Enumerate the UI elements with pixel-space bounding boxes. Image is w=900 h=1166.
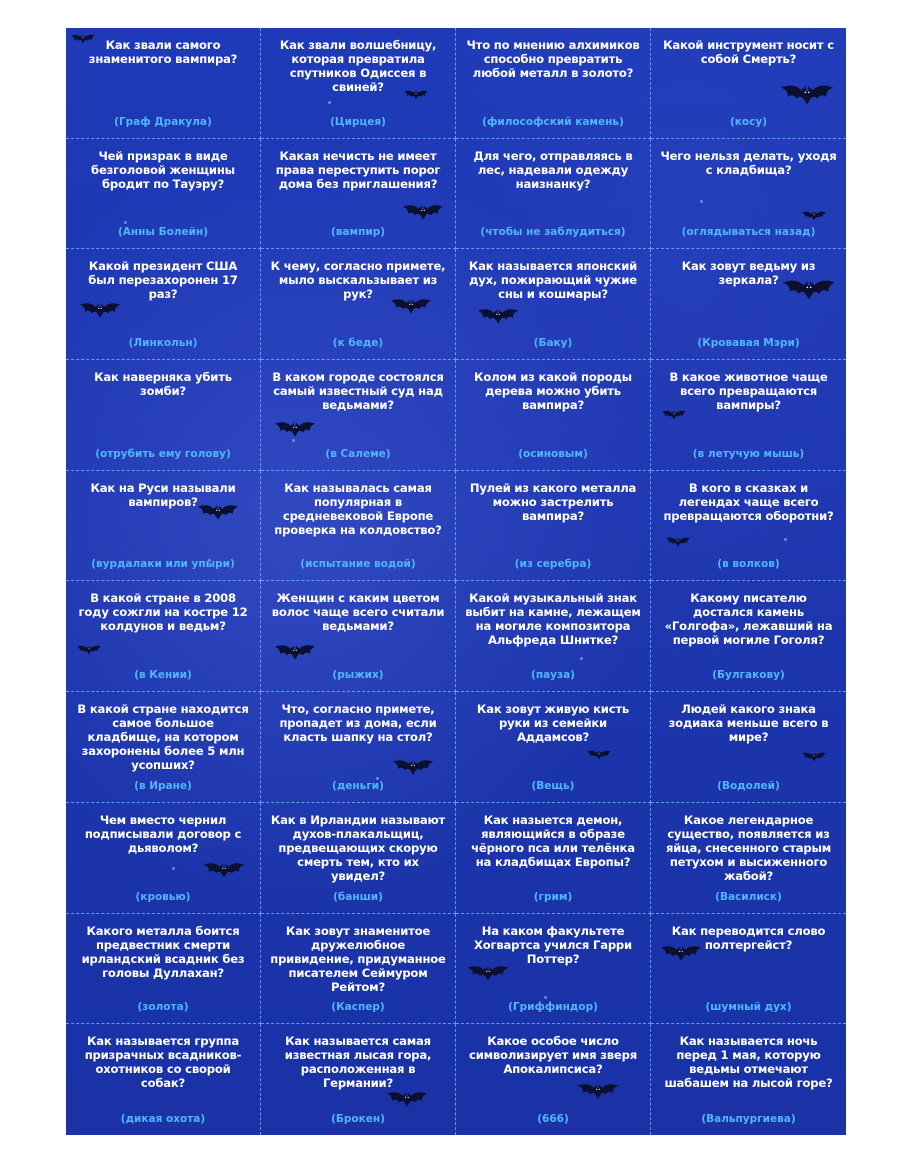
card-answer: (Гриффиндор) [508, 1001, 598, 1014]
quiz-card [66, 471, 261, 582]
card-answer: (Брокен) [331, 1112, 385, 1125]
quiz-card [456, 471, 651, 582]
bat-icon [665, 535, 691, 551]
card-question: Чем вместо чернил подписывали договор с дьяволом? [84, 812, 242, 855]
star-dot [700, 200, 703, 203]
quiz-card [651, 360, 846, 471]
quiz-card [651, 914, 846, 1025]
quiz-card [651, 581, 846, 692]
quiz-card [261, 28, 456, 139]
star-dot [124, 221, 127, 224]
card-question: Чей призрак в виде безголовой женщины бродит по Тауэру? [91, 148, 235, 191]
card-question: Как называется японский дух, пожирающий чужие сны и кошмары? [468, 259, 638, 302]
quiz-card [651, 139, 846, 250]
bat-icon [586, 748, 612, 764]
card-question: Как зовут знаменитое дружелюбное привидение, придуманное писателем Сеймуром Рейтом? [270, 923, 446, 994]
bat-icon [202, 859, 246, 885]
card-answer: (Линкольн) [128, 337, 198, 350]
card-answer: (в волков) [717, 558, 780, 571]
card-answer: (в Салеме) [325, 447, 391, 460]
card-answer: (косу) [729, 115, 767, 128]
quiz-card [261, 1024, 456, 1135]
card-answer: (чтобы не заблудиться) [480, 226, 626, 239]
card-question: В кого в сказках и легендах чаще всего превращаются оборотни? [663, 480, 834, 523]
card-answer: (в Кении) [134, 669, 192, 682]
quiz-card [651, 28, 846, 139]
card-question: Женщин с каким цветом волос чаще всего считали ведьмами? [271, 591, 445, 634]
quiz-card [261, 914, 456, 1025]
quiz-card [66, 139, 261, 250]
quiz-card [456, 803, 651, 914]
quiz-card [261, 471, 456, 582]
quiz-card [66, 249, 261, 360]
card-question: В каком городе состоялся самый известный суд над ведьмами? [272, 370, 444, 413]
card-answer: (вурдалаки или упыри) [91, 558, 235, 571]
star-dot [784, 538, 787, 541]
card-answer: (к беде) [332, 337, 384, 350]
card-answer: (Граф Дракула) [114, 115, 212, 128]
card-answer: (Булгакову) [712, 669, 785, 682]
quiz-card [456, 249, 651, 360]
card-question: Как звали самого знаменитого вампира? [88, 38, 238, 66]
bat-icon [78, 299, 122, 325]
card-question: Какое легендарное существо, появляется из яйца, снесенного старым петухом и высиженного жабой? [665, 812, 832, 883]
card-question: Людей какого знака зодиака меньше всего в мире? [668, 702, 829, 745]
card-question: Какое особое число символизирует имя зверя Апокалипсиса? [469, 1034, 637, 1077]
card-answer: (в летучую мышь) [692, 447, 805, 460]
card-answer: (отрубить ему голову) [95, 447, 231, 460]
quiz-card [261, 249, 456, 360]
card-question: Как назыется демон, являющийся в образе чёрного пса или телёнка на кладбищах Европы? [471, 812, 635, 869]
card-question: Как называлась самая популярная в средневековой Европе проверка на колдовство? [274, 480, 442, 537]
card-answer: (философский камень) [482, 115, 624, 128]
bat-icon [76, 643, 102, 659]
card-answer: (из серебра) [514, 558, 592, 571]
card-answer: (шумный дух) [705, 1001, 792, 1014]
quiz-card [651, 1024, 846, 1135]
bat-icon [779, 80, 835, 114]
card-question: В какое животное чаще всего превращаются вампиры? [669, 370, 828, 413]
bat-icon [801, 209, 827, 225]
quiz-card [456, 914, 651, 1025]
card-answer: (оглядываться назад) [681, 226, 816, 239]
card-question: Какой президент США был перезахоронен 17 раз? [88, 259, 238, 302]
card-question: Как на Руси называли вампиров? [90, 480, 236, 509]
quiz-card [456, 1024, 651, 1135]
card-answer: (рыжих) [332, 669, 384, 682]
quiz-card [261, 139, 456, 250]
quiz-card [261, 803, 456, 914]
card-answer: (банши) [333, 890, 383, 903]
card-answer: (Вещь) [531, 779, 575, 792]
quiz-card [456, 360, 651, 471]
card-question: Как называется самая известная лысая гора, расположенная в Германии? [284, 1034, 432, 1091]
card-answer: (вампир) [330, 226, 386, 239]
card-answer: (Кровавая Мэри) [697, 337, 800, 350]
bat-icon [273, 641, 317, 667]
quiz-card [66, 914, 261, 1025]
quiz-card [456, 28, 651, 139]
star-dot [544, 996, 547, 999]
quiz-card [261, 360, 456, 471]
card-question: Какая нечисть не имеет права переступить порог дома без приглашения? [275, 148, 441, 191]
card-question: Какого металла боится предвестник смерти ирландский всадник без головы Дуллахан? [81, 923, 245, 980]
card-question: Какой инструмент носит с собой Смерть? [663, 38, 834, 66]
card-answer: (кровью) [135, 890, 191, 903]
card-question: Как наверняка убить зомби? [94, 370, 232, 399]
bat-icon [476, 305, 520, 331]
bat-icon [273, 418, 317, 444]
card-answer: (в Иране) [134, 779, 192, 792]
card-answer: (золота) [137, 1001, 189, 1014]
card-question: В какой стране в 2008 году сожгли на костре 12 колдунов и ведьм? [78, 591, 248, 634]
card-answer: (Василиск) [715, 890, 782, 903]
card-question: Как зовут живую кисть руки из семейки Аддамсов? [476, 702, 630, 745]
card-answer: (666) [537, 1112, 569, 1125]
card-answer: (пауза) [531, 669, 575, 682]
quiz-card [66, 360, 261, 471]
card-question: Какому писателю достался камень «Голгофа», лежавший на первой могиле Гоголя? [664, 591, 833, 648]
card-answer: (Баку) [533, 337, 573, 350]
bat-icon [801, 750, 827, 766]
card-question: Пулей из какого металла можно застрелить вампира? [469, 480, 637, 523]
quiz-card [456, 692, 651, 803]
card-question: Что, согласно примете, пропадет из дома, если класть шапку на стол? [279, 702, 437, 745]
quiz-card [261, 692, 456, 803]
quiz-card [651, 803, 846, 914]
bat-icon [391, 756, 435, 782]
card-answer: (грим) [533, 890, 573, 903]
card-answer: (Анны Болейн) [117, 226, 209, 239]
card-question: На каком факультете Хогвартса учился Гарри Поттер? [474, 923, 632, 966]
card-question: К чему, согласно примете, мыло выскальзывает из рук? [270, 259, 446, 302]
card-question: Как называется ночь перед 1 мая, которую ведьмы отмечают шабашем на лысой горе? [664, 1034, 833, 1091]
quiz-card [261, 581, 456, 692]
bat-icon [576, 1080, 620, 1106]
card-question: Что по мнению алхимиков способно превратить любой металл в золото? [466, 38, 640, 80]
card-answer: (Вальпургиева) [701, 1112, 796, 1125]
star-dot [580, 657, 583, 660]
card-question: Для чего, отправляясь в лес, надевали одежду наизнанку? [473, 148, 633, 191]
quiz-card [66, 28, 261, 139]
quiz-card [651, 249, 846, 360]
quiz-card-sheet [66, 28, 846, 1135]
bat-icon [385, 1088, 429, 1114]
card-question: Какой музыкальный знак выбит на камне, лежащем на могиле композитора Альфреда Шнитке? [465, 591, 641, 648]
card-question: Колом из какой породы дерева можно убить вампира? [474, 370, 632, 413]
quiz-card [66, 581, 261, 692]
card-answer: (испытание водой) [300, 558, 416, 571]
card-answer: (осиновым) [518, 447, 588, 460]
card-question: Как зовут ведьму из зеркала? [681, 259, 816, 288]
star-dot [172, 867, 175, 870]
quiz-card [456, 139, 651, 250]
quiz-card [651, 692, 846, 803]
quiz-card [66, 692, 261, 803]
bat-icon [401, 201, 445, 227]
quiz-card [651, 471, 846, 582]
quiz-card [66, 803, 261, 914]
card-question: Как переводится слово полтергейст? [671, 923, 826, 952]
quiz-card [66, 1024, 261, 1135]
card-answer: (Каспер) [331, 1001, 385, 1014]
card-answer: (деньги) [332, 779, 384, 792]
card-question: В какой стране находится самое большое кладбище, на котором захоронены более 5 млн усопших? [77, 702, 249, 773]
card-answer: (Водолей) [717, 779, 780, 792]
card-question: Как звали волшебницу, которая превратила спутников Одиссея в свиней? [279, 38, 437, 94]
card-question: Как называется группа призрачных всадников-охотников со сворой собак? [84, 1034, 242, 1091]
card-answer: (дикая охота) [120, 1112, 206, 1125]
card-answer: (Цирцея) [330, 115, 386, 128]
star-dot [328, 101, 331, 104]
card-question: Чего нельзя делать, уходя с кладбища? [660, 148, 837, 177]
card-question: Как в Ирландии называют духов-плакальщиц, предвещающих скорую смерть тем, кто их увидел? [270, 812, 446, 883]
quiz-card [456, 581, 651, 692]
